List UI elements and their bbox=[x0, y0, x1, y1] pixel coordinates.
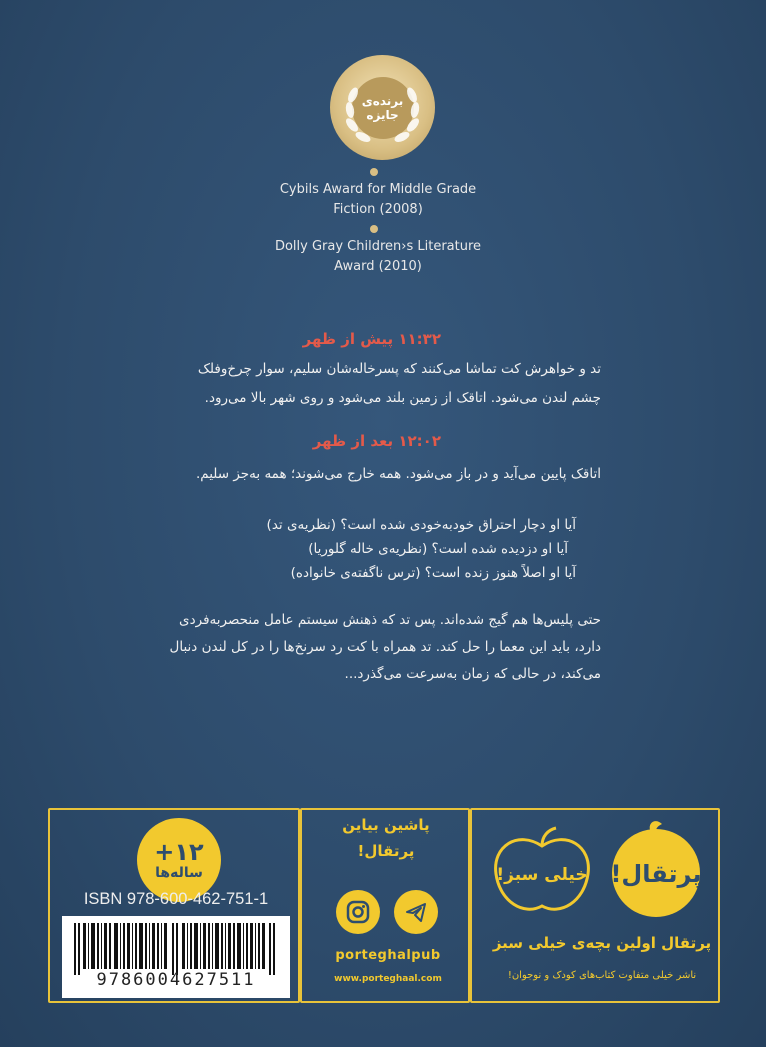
sub-logo-text: خیلی سبز! bbox=[496, 865, 588, 885]
text-line: آیا او دزدیده شده است؟ (نظریه‌ی خاله گلوریا) bbox=[308, 541, 568, 557]
slogan-line2: پرتقال! bbox=[357, 842, 415, 860]
text-line: آیا او دچار احتراق خودبه‌خودی شده است؟ (نظریه‌ی تد) bbox=[266, 517, 576, 533]
text-line: می‌کند، در حالی که زمان به‌سرعت می‌گذرد... bbox=[344, 666, 601, 682]
text-line: تد و خواهرش کت تماشا می‌کنند که پسرخاله‌شان سلیم، سوار چرخ‌وفلک bbox=[197, 361, 601, 377]
award-item-line1: Dolly Gray Children›s Literature bbox=[274, 239, 482, 254]
time-heading: ۱۲:۰۲ بعد از ظهر bbox=[312, 432, 441, 450]
slogan bbox=[316, 812, 456, 864]
instagram-icon[interactable] bbox=[336, 890, 380, 934]
theories-list bbox=[267, 513, 576, 585]
website-link[interactable]: www.porteghaal.com bbox=[334, 974, 442, 984]
publisher-tagline: ناشر خیلی متفاوت کتاب‌های کودک و نوجوان! bbox=[507, 970, 697, 981]
logo-text: پرتقال! bbox=[610, 860, 702, 888]
publisher-name: پرتقال اولین بچه‌ی خیلی سبز bbox=[492, 934, 712, 952]
bullet-dot bbox=[370, 225, 378, 233]
section-paragraph bbox=[196, 462, 601, 486]
slogan-line1: پاشین بیاین bbox=[342, 816, 430, 834]
award-item bbox=[228, 180, 528, 220]
age-unit: ساله‌ها bbox=[155, 865, 203, 881]
time-heading: ۱۱:۳۲ پیش از ظهر bbox=[302, 330, 441, 348]
seal-text-line1: برنده‌ی bbox=[361, 93, 404, 108]
award-item-line1: Cybils Award for Middle Grade bbox=[279, 182, 477, 197]
closing-paragraph bbox=[170, 607, 601, 688]
section-paragraph bbox=[198, 355, 601, 413]
bullet-dot bbox=[370, 168, 378, 176]
award-item-line2: Fiction (2008) bbox=[333, 202, 423, 217]
isbn-text: ISBN 978-600-462-751-1 bbox=[83, 890, 269, 908]
text-line: اتاقک پایین می‌آید و در باز می‌شود. همه خارج می‌شوند؛ همه به‌جز سلیم. bbox=[195, 466, 601, 482]
text-line: چشم لندن می‌شود. اتاقک از زمین بلند می‌شود و روی شهر بالا می‌رود. bbox=[204, 390, 601, 406]
porteghal-orange-logo-icon bbox=[600, 818, 712, 918]
text-line: آیا او اصلاً هنوز زنده است؟ (ترس ناگفته‌ی خانواده) bbox=[290, 565, 576, 581]
barcode-number: 9786004627511 bbox=[96, 970, 256, 990]
age-value: +۱۲ bbox=[154, 838, 204, 866]
laurel-wreath-icon bbox=[330, 55, 435, 160]
kheili-sabz-apple-logo-icon bbox=[488, 826, 596, 918]
award-item-line2: Award (2010) bbox=[334, 259, 422, 274]
award-item bbox=[228, 237, 528, 277]
text-line: حتی پلیس‌ها هم گیج شده‌اند. پس تد که ذهنش سیستم عامل منحصربه‌فردی bbox=[179, 612, 601, 628]
social-handle: porteghalpub bbox=[335, 948, 441, 963]
text-line: دارد، باید این معما را حل کند. تد همراه با کت رد سرنخ‌ها را در کل لندن دنبال bbox=[169, 639, 601, 655]
barcode-bars-icon bbox=[64, 923, 290, 975]
award-seal bbox=[330, 55, 435, 160]
seal-text-line2: جایزه bbox=[366, 107, 399, 122]
telegram-icon[interactable] bbox=[394, 890, 438, 934]
